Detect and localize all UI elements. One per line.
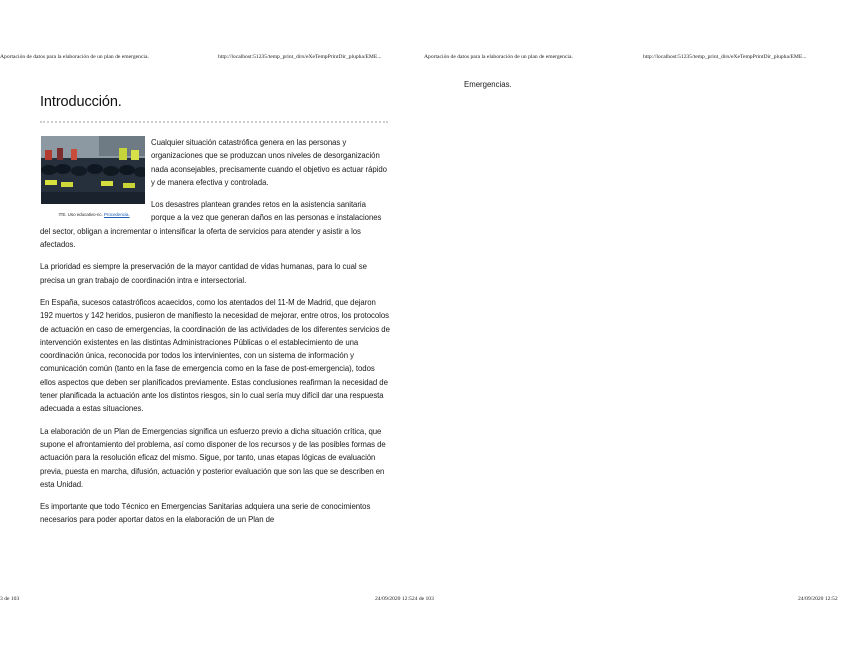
- image-license: ITE. Uso educativo-nc.: [58, 212, 103, 217]
- print-footer-middle-date: 24/09/2020 12:52: [375, 596, 415, 602]
- image-caption: [41, 212, 147, 217]
- paragraph-4: En España, sucesos catastróficos acaecidos, como los atentados del 11-M de Madrid, que dejaron 192 muertos y 142 heridos, pusieron de manifiesto la necesidad de mejorar, entre otros, los protocolos de actuación en caso de emergencias, la coordinación de las actividades de los diferentes servicios de intervención existentes en las distintas Administraciones Públicas o el establecimiento de una coordinación única, reconocida por todos los intervinientes, con un sistema de información y comunicación común (tanto en la fase de emergencia como en la fase de post-emergencia), todos ellos aspectos que deben ser planificados previamente. Estas conclusiones reafirman la necesidad de tener planificada la actuación ante los distintos riesgos, sin lo cual sería muy difícil dar una respuesta adecuada a estas situaciones.: [40, 297, 390, 414]
- page-content: [40, 94, 390, 536]
- print-footer-right-date: 24/09/2020 12:52: [798, 596, 838, 602]
- paragraph-3: La prioridad es siempre la preservación de la mayor cantidad de vidas humanas, para lo cual se precisa un gran trabajo de coordinación intra e intersectorial.: [40, 262, 367, 285]
- print-footer-middle: [375, 596, 434, 602]
- print-footer-left-page: 3 de 103: [0, 596, 20, 602]
- section-figure: [41, 136, 147, 217]
- print-header-left-url: http://localhost:51235/temp_print_dirs/eXeTempPrintDir_plupha/EME...: [218, 54, 382, 60]
- print-header-left-title: Aportación de datos para la elaboración de un plan de emergencia.: [0, 54, 149, 60]
- print-header-right-title: Aportación de datos para la elaboración de un plan de emergencia.: [424, 54, 573, 60]
- paragraph-1: Cualquier situación catastrófica genera en las personas y organizaciones que se produzcan unos niveles de desorganización nada aconsejables, precisamente cuando el objetivo es actuar rápido y de manera efectiva y controlada.: [151, 138, 387, 187]
- emergency-crowd-photo: [41, 136, 145, 204]
- paragraph-6: Es importante que todo Técnico en Emergencias Sanitarias adquiera una serie de conocimientos necesarios para poder aportar datos en la elaboración de un Plan de: [40, 502, 371, 525]
- police-crowd-image: [41, 136, 145, 204]
- paragraph-5: La elaboración de un Plan de Emergencias significa un esfuerzo previo a dicha situación crítica, que supone el afrontamiento del problema, así como disponer de los recursos y de las posibles formas de actuación para la resolución eficaz del mismo. Sigue, por tanto, unas etapas lógicas de evaluación previa, puesta en marcha, difusión, actuación y posterior evaluación que son las que se describen en esta Unidad.: [40, 426, 386, 489]
- section-title: Introducción.: [40, 94, 122, 110]
- source-link[interactable]: Procedencia.: [103, 212, 130, 217]
- paragraph-2: Los desastres plantean grandes retos en la asistencia sanitaria porque a la vez que generan daños en las personas e instalaciones del sector, obligan a incrementar o intensificar la oferta de servicios para atender y asistir a los afectados.: [40, 200, 382, 250]
- continued-text: Emergencias.: [464, 80, 512, 89]
- print-footer-middle-page: 4 de 103: [414, 596, 434, 602]
- title-divider: [40, 121, 388, 123]
- print-header-right-url: http://localhost:51235/temp_print_dirs/eXeTempPrintDir_plupha/EME...: [643, 54, 807, 60]
